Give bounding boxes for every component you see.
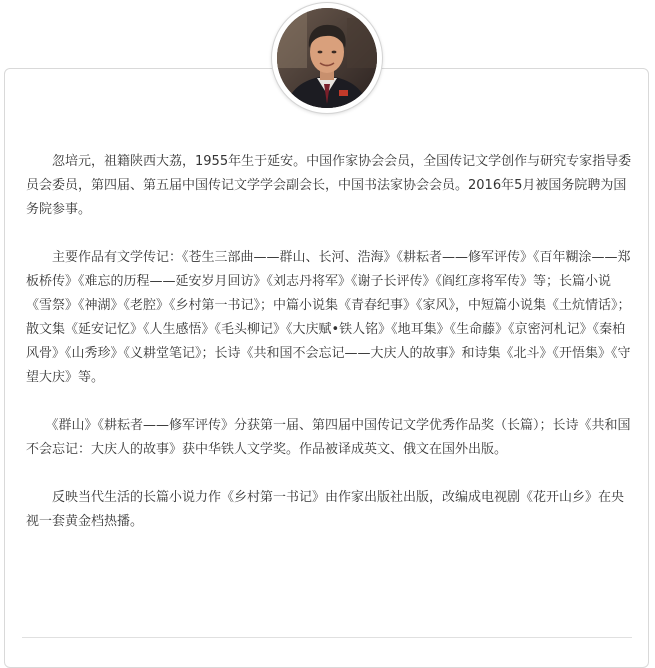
avatar-frame — [271, 2, 383, 114]
profile-text — [26, 150, 636, 558]
avatar — [277, 8, 377, 108]
tv-adaptation-paragraph: 反映当代生活的长篇小说力作《乡村第一书记》由作家出版社出版，改编成电视剧《花开山乡》在央视一套黄金档热播。 — [26, 490, 625, 529]
works-paragraph: 主要作品有文学传记：《苍生三部曲——群山、长河、浩海》《耕耘者——修军评传》《百年糊涂——郑板桥传》《难忘的历程——延安岁月回访》《刘志丹将军》《谢子长评传》《阎红彦将军传》等；长篇小说《雪祭》《神湖》《老腔》《乡村第一书记》；中篇小说集《青春纪事》《家风》，中短篇小说集《土炕情话》；散文集《延安记忆》《人生感悟》《毛头柳记》《大庆赋•铁人铭》《地耳集》《生命藤》《京密河札记》《秦柏风骨》《山秀珍》《义耕堂笔记》；长诗《共和国不会忘记——大庆人的故事》和诗集《北斗》《开悟集》《守望大庆》等。 — [26, 250, 631, 385]
divider — [22, 637, 632, 638]
awards-paragraph: 《群山》《耕耘者——修军评传》分获第一届、第四届中国传记文学优秀作品奖（长篇）；长诗《共和国不会忘记：大庆人的故事》获中华铁人文学奖。作品被译成英文、俄文在国外出版。 — [26, 418, 631, 457]
bio-paragraph: 忽培元，祖籍陕西大荔，1955年生于延安。中国作家协会会员，全国传记文学创作与研究专家指导委员会委员，第四届、第五届中国传记文学学会副会长，中国书法家协会会员。2016年5月被国务院聘为国务院参事。 — [26, 154, 632, 217]
portrait-image — [277, 8, 377, 108]
